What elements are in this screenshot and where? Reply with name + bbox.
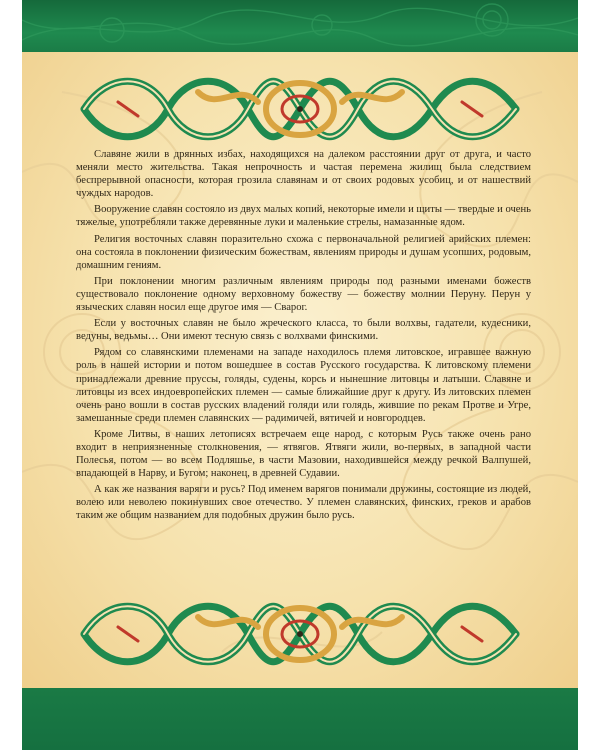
swirl-pattern-icon [22,0,578,55]
celtic-knot-border-top-icon [78,72,522,146]
paragraph: Славяне жили в дрянных избах, находящихся на далеком расстоянии друг от друга, и часто меняли место жительства. Такая непрочность и частая перемена жилищ была следствием беспрерывной опасности, которая грозила славянам и от своих родовых усобиц, и от нашествий чуждых народов. [76,149,531,200]
celtic-knot-border-bottom-icon [78,597,522,671]
parchment-panel [22,52,578,688]
body-text [76,148,531,526]
book-page [22,0,578,750]
paragraph: Вооружение славян состояло из двух малых копий, некоторые имели и щиты — твердые и очень тяжелые, употребляли также деревянные луки и маленькие стрелы, намазанные ядом. [76,204,532,229]
paragraph: Рядом со славянскими племенами на западе находилось племя литовское, игравшее важную роль в нашей истории и потом вошедшее в состав Русского государства. К литовскому племени принадлежали древние пруссы, голяды, судены, корсь и нынешние литовцы и латыши. Славяне и литовцы из всех индоевропейских племен — самые ближайшие друг к другу. Из литовских племен очень рано вошли в состав русских владений голяди или голядь, жившие по рекам Протве и Угре, замешанные среди племен славянских — радимичей, вятичей и новгородцев. [76,347,531,424]
paragraph: Кроме Литвы, в наших летописях встречаем еще народ, с которым Русь также очень рано входит в неприязненные столкновения, — ятвягов. Ятвяги жили, во-первых, в западной части Полесья, потом — во всем Подляшье, в части Мазовии, находившейся между речкой Валпушей, впадающей в Нарву, и Бугом; наконец, в древней Судавии. [76,428,531,480]
top-green-band [22,0,578,55]
paragraph: Если у восточных славян не было жреческого класса, то были волхвы, гадатели, кудесники, ведуны, ведьмы… Они имеют тесную связь с волхвами финскими. [76,318,531,343]
paragraph: А как же названия варяги и русь? Под именем варягов понимали дружины, состоящие из людей, волею или неволею покинувших свое отечество. У племен славянских, финских, греков и арабов таким же общим названием для подобных дружин было русь. [76,484,531,522]
bottom-green-band [22,688,578,750]
paragraph: Религия восточных славян поразительно схожа с первоначальной религией арийских племен: она состояла в поклонении физическим божествам, явлениям природы и душам усопших, родовым, домашним гениям. [76,233,531,271]
paragraph: При поклонении многим различным явлениям природы под разными именами божеств существовало поклонение одному верховному божеству — божеству молнии Перуну. Перун у языческих славян носил еще другое имя — Сварог. [76,275,531,314]
